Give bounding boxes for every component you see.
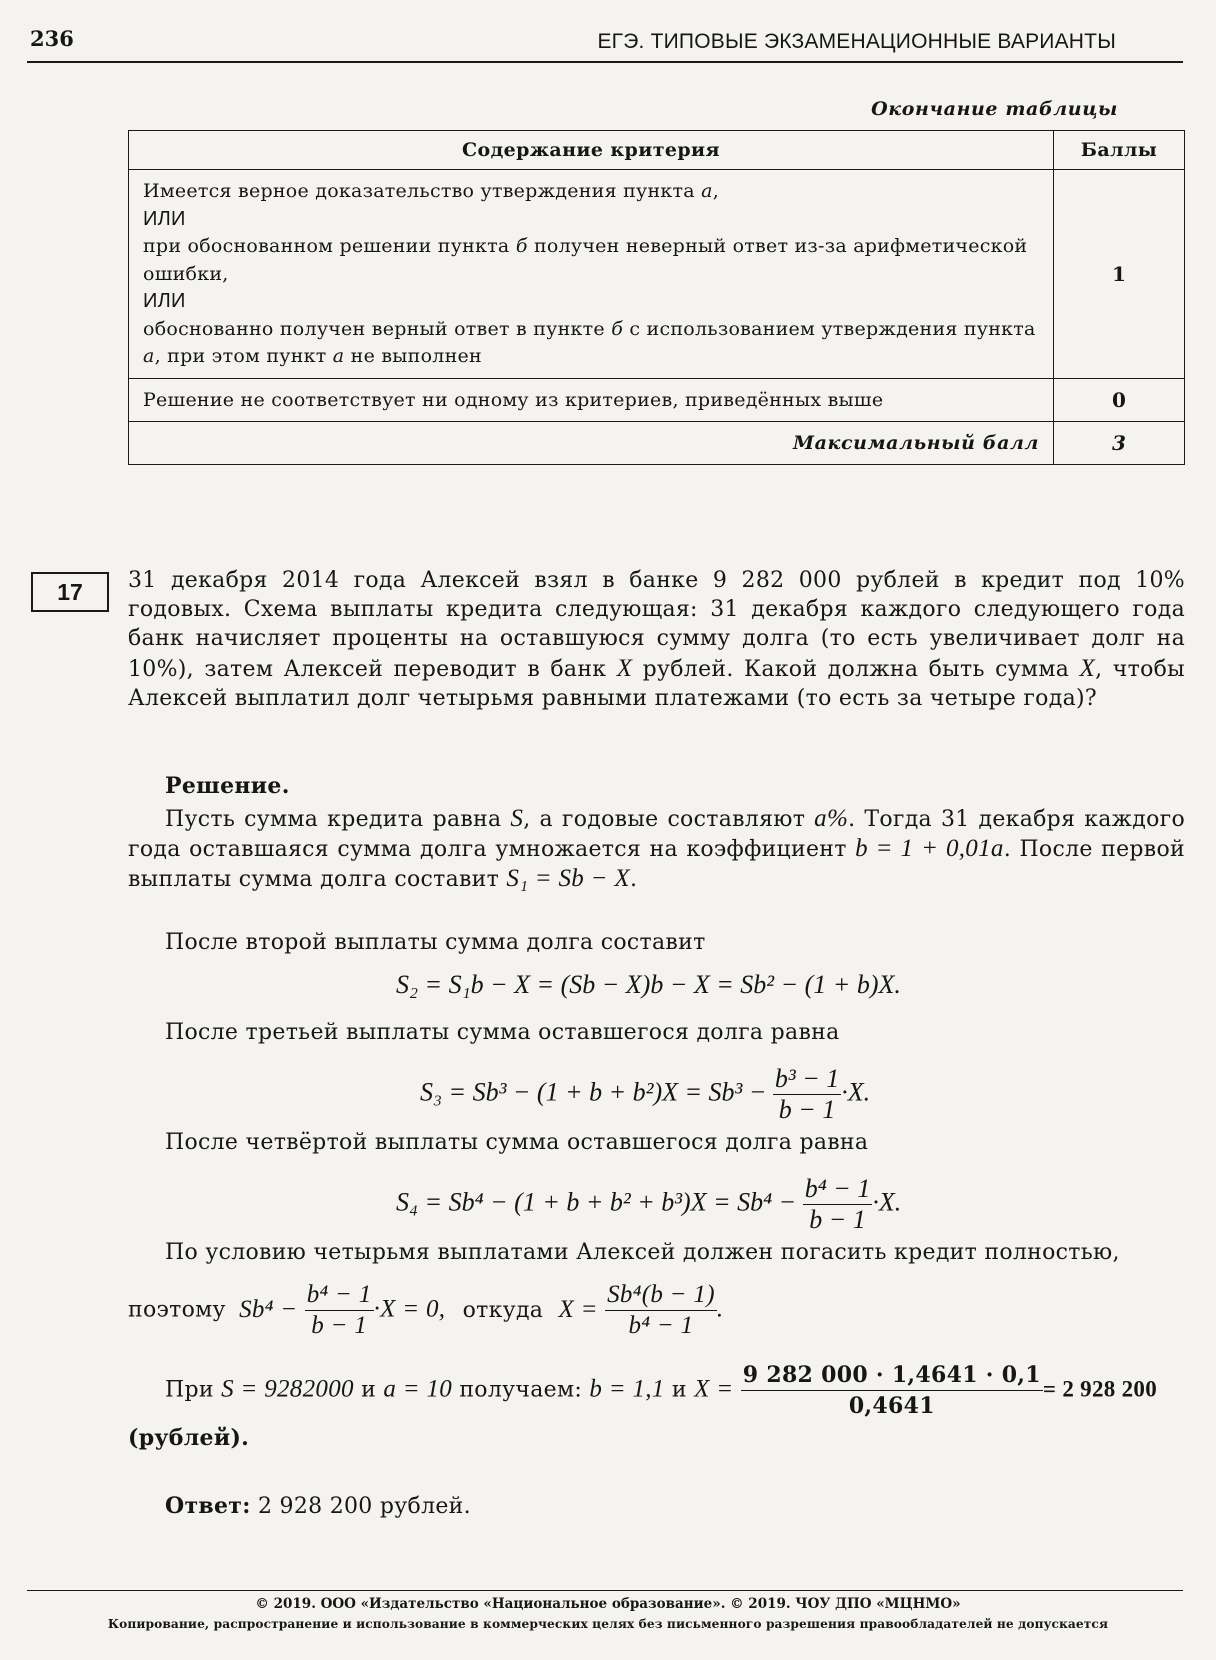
table-header-row: [129, 131, 1185, 170]
fraction-denominator: 0,4641: [848, 1393, 935, 1419]
paragraph-fragment: Пусть сумма кредита равна: [165, 807, 511, 832]
copyright-notice: Копирование, распространение и использование в коммерческих целях без письменного разрешения правообладателей не допускается: [107, 1617, 1109, 1631]
paragraph-fragment: откуда: [462, 1297, 544, 1323]
task-text-fragment: 31 декабря 2014 года Алексей взял в банке 9 282 000 рублей в кредит под 10% годовых. Схема выплаты кредита следующая: 31 декабря каждого следующего года банк начисляет проценты на оставшуюся сумму долга (то есть увеличивает долг на 10%), затем Алексей переводит в банк: [128, 568, 1185, 682]
paragraph-fragment: поэтому: [128, 1297, 226, 1323]
formula-part: .: [716, 1295, 724, 1323]
criterion-fragment: не выполнен: [344, 345, 482, 367]
solution-paragraph-3: После третьей выплаты сумма оставшегося долга равна: [165, 1020, 840, 1045]
fraction-numerator: 9 282 000 · 1,4641 · 0,1: [741, 1360, 1043, 1391]
paragraph-fragment: , а годовые составляют: [523, 807, 815, 832]
fraction: [305, 1280, 374, 1341]
paragraph-fragment: получаем:: [459, 1377, 583, 1403]
fraction-numerator: b⁴ − 1: [305, 1280, 374, 1311]
solution-paragraph-5: По условию четырьмя выплатами Алексей должен погасить кредит полностью,: [165, 1240, 1120, 1265]
formula-s: S: [510, 805, 524, 832]
formula-part: Sb⁴ −: [239, 1295, 298, 1323]
formula-part: S₃ = Sb³ − (1 + b + b²)X = Sb³ −: [420, 1077, 767, 1107]
criterion-points: 0: [1054, 378, 1185, 422]
paragraph-fragment: и: [361, 1377, 377, 1403]
paragraph-fragment: . После первой выплаты сумма долга составит: [128, 837, 1186, 892]
fraction-denominator: b − 1: [809, 1205, 866, 1234]
task-text-fragment: рублей. Какой должна быть сумма: [632, 656, 1080, 682]
criterion-fragment: , при этом пункт: [154, 345, 333, 367]
paragraph-fragment: и: [671, 1377, 687, 1403]
solution-paragraph-7: [165, 1360, 1195, 1421]
fraction-numerator: Sb⁴(b − 1): [605, 1280, 717, 1311]
formula-part: ·X.: [841, 1077, 871, 1107]
formula-s1: S₁ = Sb − X: [506, 865, 630, 892]
header-divider: [27, 61, 1183, 63]
answer-label: Ответ:: [165, 1493, 251, 1519]
formula-coefficient: b = 1 + 0,01a: [855, 835, 1004, 862]
variable-b: б: [611, 317, 624, 340]
criterion-fragment: получен неверный ответ из-за арифметической ошибки,: [143, 235, 1028, 285]
fraction-numerator: b³ − 1: [774, 1064, 840, 1093]
paragraph-fragment: . Тогда 31 декабря каждого года оставшаяся сумма долга умножается на коэффициент: [128, 807, 1185, 862]
criterion-text: [129, 170, 1054, 379]
copyright-line: © 2019. ООО «Издательство «Национальное образование». © 2019. ЧОУ ДПО «МЦНМО»: [255, 1596, 961, 1612]
fraction: [803, 1174, 873, 1235]
formula-s4: [396, 1174, 901, 1235]
criterion-fragment: ,: [712, 180, 719, 202]
formula-percent: a%: [814, 805, 849, 832]
formula-part: X =: [694, 1375, 734, 1403]
solution-paragraph-6: [128, 1280, 1185, 1341]
criteria-table: [128, 130, 1185, 465]
criterion-fragment: при обоснованном решении пункта: [143, 235, 516, 257]
fraction: [605, 1280, 717, 1341]
fraction-numerator: b⁴ − 1: [804, 1174, 871, 1203]
table-row: [129, 170, 1185, 379]
or-label: ИЛИ: [143, 207, 186, 230]
variable-a: а: [143, 345, 155, 367]
answer-value: 2 928 200 рублей.: [257, 1494, 471, 1519]
running-header: ЕГЭ. ТИПОВЫЕ ЭКЗАМЕНАЦИОННЫЕ ВАРИАНТЫ: [597, 30, 1116, 53]
formula-part: X =: [558, 1295, 598, 1323]
header-points: Баллы: [1054, 131, 1185, 170]
formula-s2: S₂ = S₁b − X = (Sb − X)b − X = Sb² − (1 + b)X.: [396, 970, 901, 999]
fraction-denominator: b⁴ − 1: [628, 1312, 694, 1339]
solution-paragraph-1: [128, 804, 1185, 894]
paragraph-fragment: .: [629, 867, 638, 892]
variable-x: X: [616, 654, 633, 682]
page-number: 236: [30, 26, 74, 51]
formula-s3: [420, 1064, 870, 1125]
footer-divider: [27, 1590, 1183, 1591]
formula-part: ·X = 0,: [373, 1295, 446, 1323]
task-number-box: 17: [31, 572, 109, 612]
max-score-value: 3: [1054, 422, 1185, 465]
solution-paragraph-4: После четвёртой выплаты сумма оставшегося долга равна: [165, 1130, 869, 1155]
variable-b: б: [515, 235, 528, 257]
table-caption: Окончание таблицы: [871, 98, 1118, 120]
formula-part: ·X.: [872, 1187, 902, 1217]
header-criterion: Содержание критерия: [129, 131, 1054, 170]
variable-a: а: [332, 345, 345, 367]
fraction-denominator: b − 1: [311, 1312, 368, 1339]
max-score-label: Максимальный балл: [129, 422, 1054, 465]
variable-a: а: [701, 180, 713, 202]
formula-part: S₄ = Sb⁴ − (1 + b + b² + b³)X = Sb⁴ −: [396, 1187, 797, 1217]
solution-heading: Решение.: [165, 773, 290, 799]
solution-rubles: (рублей).: [128, 1425, 250, 1451]
or-label: ИЛИ: [143, 290, 186, 312]
solution-paragraph-2: После второй выплаты сумма долга составит: [165, 930, 706, 955]
answer-line: [165, 1492, 1216, 1521]
task-text-fragment: , чтобы Алексей выплатил долг четырьмя равными платежами (то есть за четыре года)?: [128, 656, 1185, 711]
variable-x: X: [1079, 654, 1096, 682]
criterion-fragment: с использованием утверждения пункта: [623, 317, 1036, 340]
paragraph-fragment: При: [165, 1377, 214, 1403]
criterion-text: Решение не соответствует ни одному из критериев, приведённых выше: [129, 378, 1054, 422]
task-statement: [128, 566, 1185, 713]
table-row: [129, 378, 1185, 422]
formula-part: = 2 928 200: [1042, 1376, 1158, 1402]
fraction: [741, 1360, 1043, 1421]
table-row: [129, 422, 1185, 465]
criterion-fragment: Имеется верное доказательство утверждения пункта: [143, 180, 702, 202]
fraction: [773, 1064, 841, 1125]
formula-part: S = 9282000: [221, 1375, 354, 1403]
criterion-points: 1: [1054, 170, 1185, 379]
formula-part: b = 1,1: [589, 1375, 665, 1403]
fraction-denominator: b − 1: [778, 1095, 836, 1124]
formula-part: a = 10: [383, 1375, 453, 1403]
criterion-fragment: обоснованно получен верный ответ в пункте: [143, 317, 612, 340]
